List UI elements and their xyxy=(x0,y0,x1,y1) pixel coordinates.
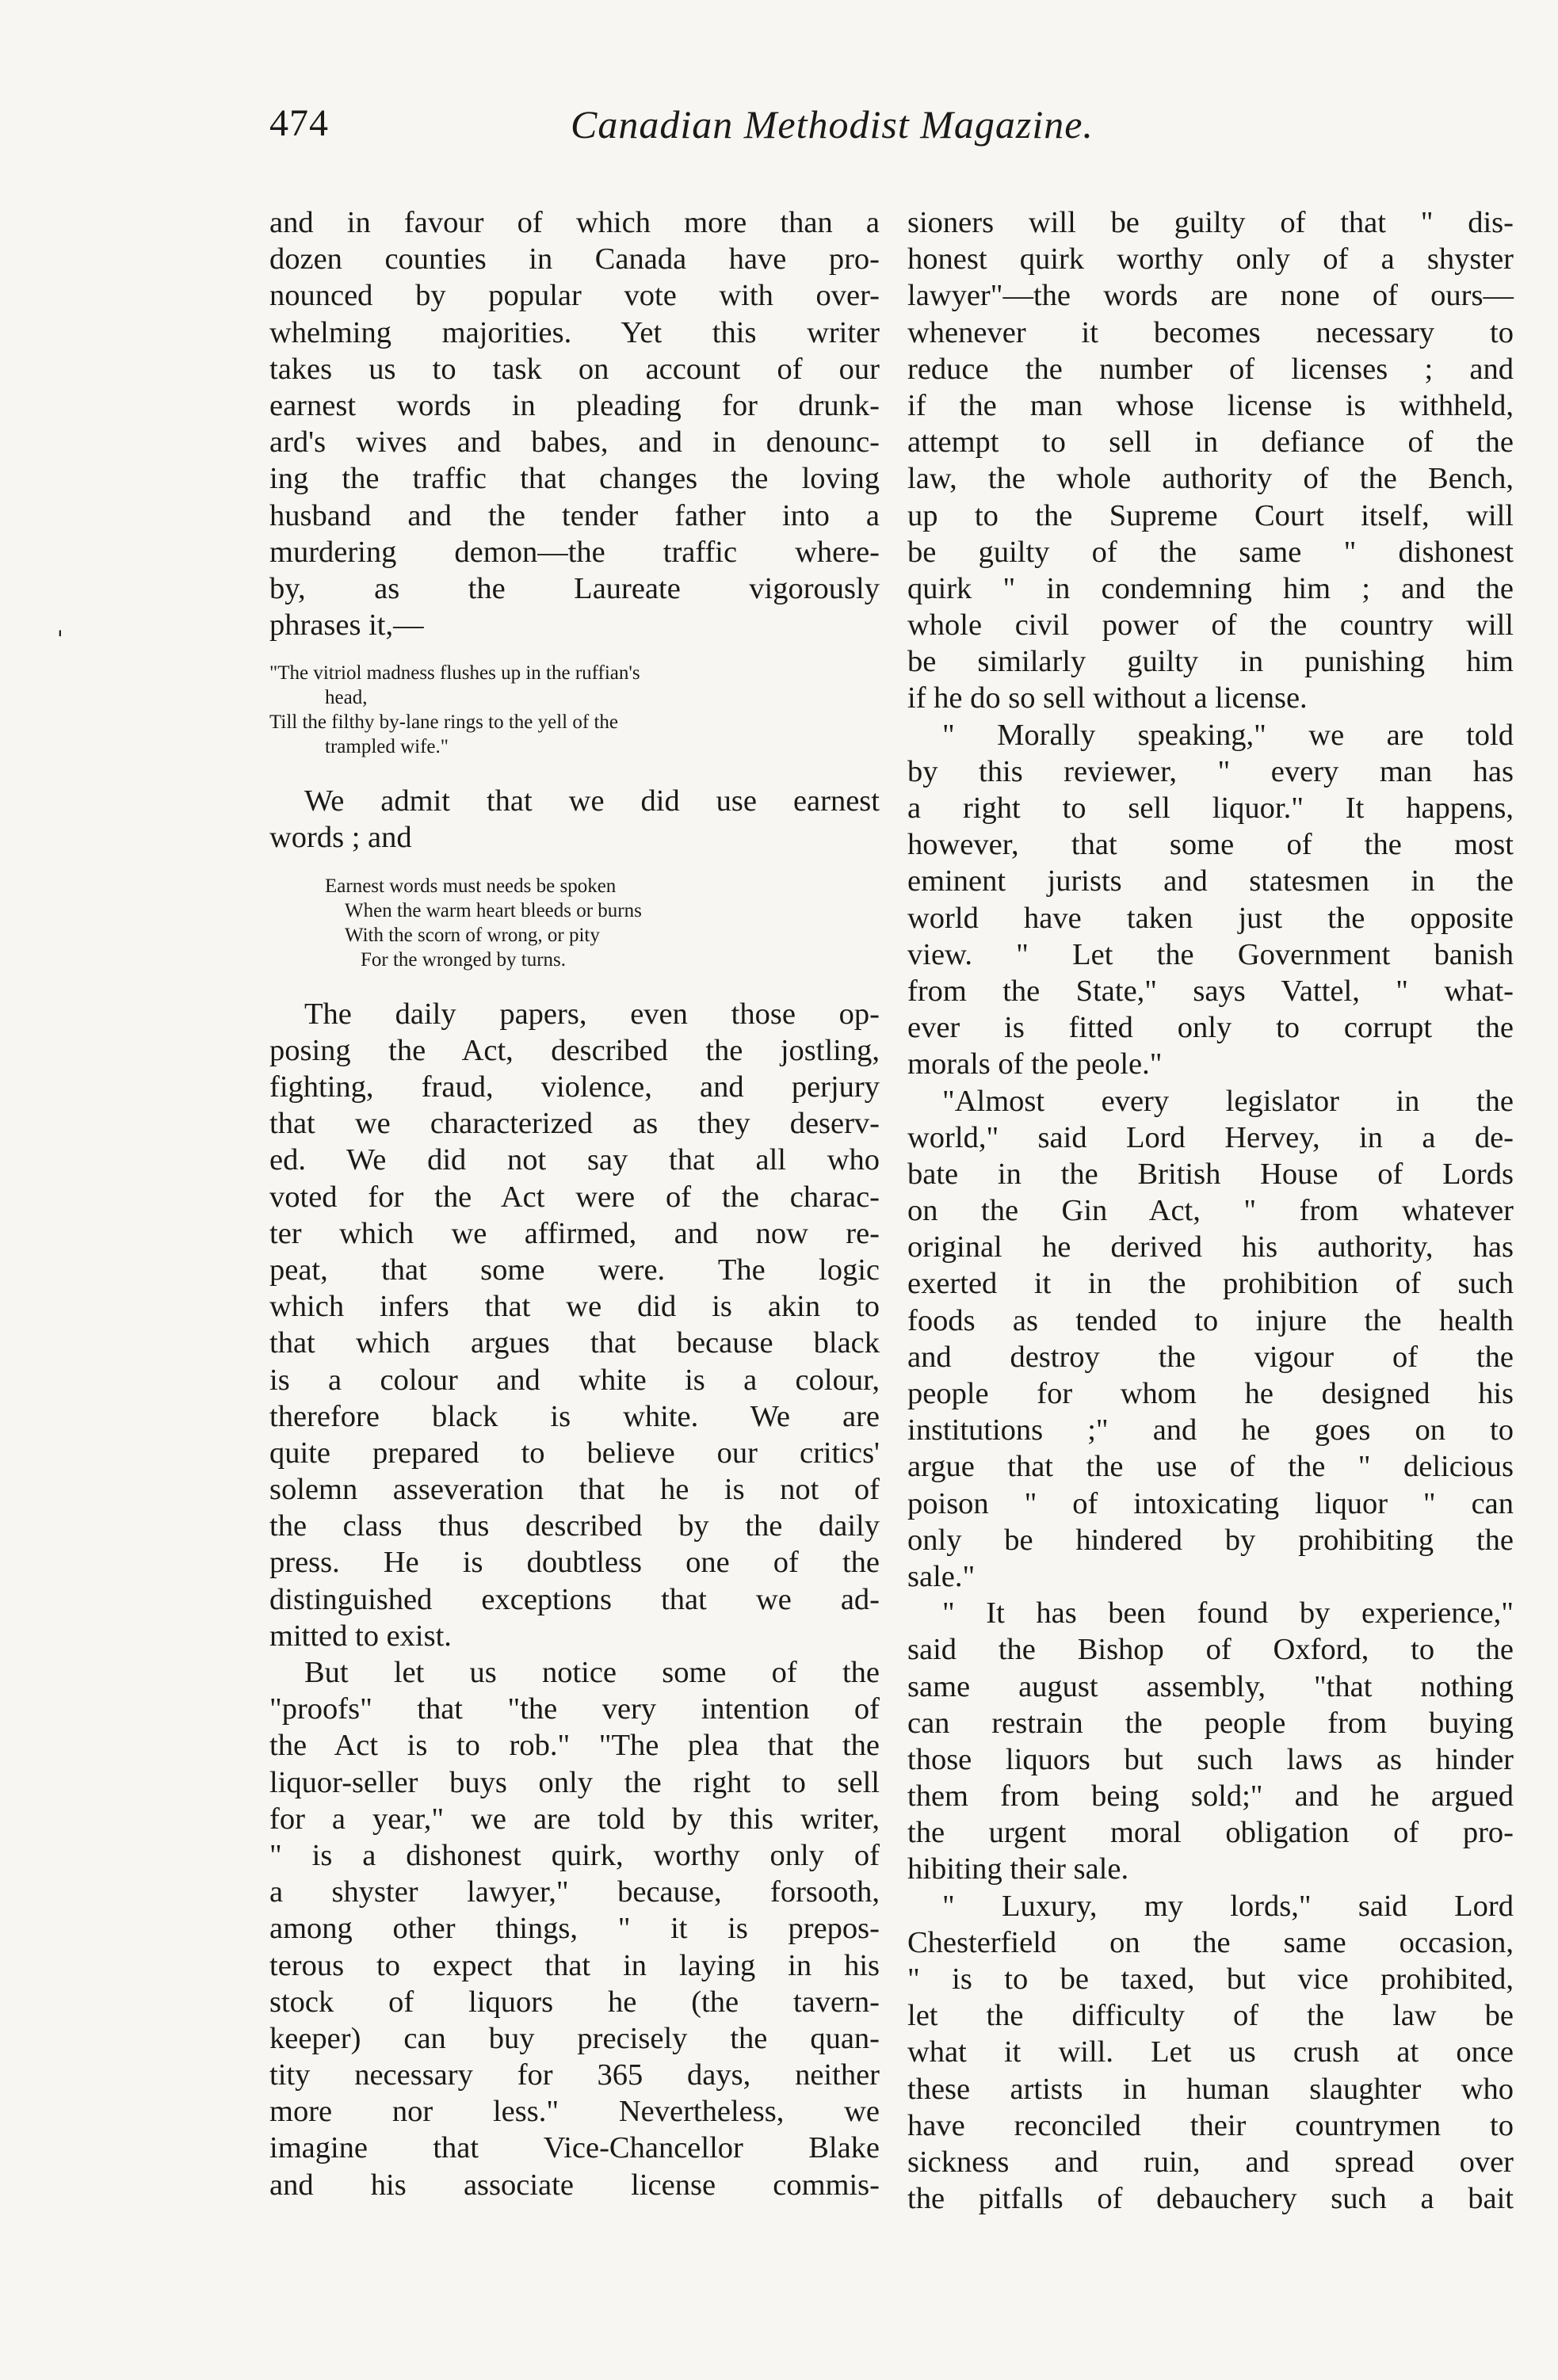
text-line: " is a dishonest quirk, worthy only of xyxy=(269,1838,880,1872)
text-line: what it will. Let us crush at once xyxy=(907,2035,1514,2069)
text-line: " is to be taxed, but vice prohibited, xyxy=(907,1962,1514,1996)
text-line: sickness and ruin, and spread over xyxy=(907,2145,1514,2179)
text-line: whelming majorities. Yet this writer xyxy=(269,315,880,349)
text-line: terous to expect that in laying in his xyxy=(269,1948,880,1982)
text-line: voted for the Act were of the charac- xyxy=(269,1180,880,1214)
text-line: exerted it in the prohibition of such xyxy=(907,1267,1514,1301)
text-line: phrases it,— xyxy=(269,608,424,643)
quote-line: With the scorn of wrong, or pity xyxy=(345,924,600,946)
text-line: view. " Let the Government banish xyxy=(907,937,1514,971)
quote-line: Earnest words must needs be spoken xyxy=(325,875,617,897)
left-column xyxy=(269,204,880,2203)
text-line: " Morally speaking," we are told xyxy=(942,718,1514,752)
text-line: poison " of intoxicating liquor " can xyxy=(907,1486,1514,1520)
text-line: sioners will be guilty of that " dis- xyxy=(907,206,1514,239)
text-line: mitted to exist. xyxy=(269,1619,452,1653)
text-line: have reconciled their countrymen to xyxy=(907,2108,1514,2142)
text-line: law, the whole authority of the Bench, xyxy=(907,462,1514,496)
text-line: "Almost every legislator in the xyxy=(942,1084,1514,1118)
text-line: original he derived his authority, has xyxy=(907,1230,1514,1264)
page-header xyxy=(0,101,1558,157)
text-line: whole civil power of the country will xyxy=(907,608,1514,643)
quote-line: Till the filthy by-lane rings to the yell of the xyxy=(269,711,618,734)
text-line: ard's wives and babes, and in denounc- xyxy=(269,425,880,460)
text-line: The daily papers, even those op- xyxy=(304,997,880,1031)
text-line: whenever it becomes necessary to xyxy=(907,315,1514,349)
quote-line: trampled wife." xyxy=(325,736,449,758)
text-line: liquor-seller buys only the right to sell xyxy=(269,1765,880,1799)
text-line: solemn asseveration that he is not of xyxy=(269,1473,880,1507)
text-line: however, that some of the most xyxy=(907,828,1514,862)
text-line: and his associate license commis- xyxy=(269,2168,880,2202)
text-line: more nor less." Nevertheless, we xyxy=(269,2095,880,2129)
text-line: " Luxury, my lords," said Lord xyxy=(942,1889,1514,1923)
text-line: quite prepared to believe our critics' xyxy=(269,1436,880,1470)
text-line: can restrain the people from buying xyxy=(907,1706,1514,1740)
text-line: nounced by popular vote with over- xyxy=(269,279,880,313)
text-line: is a colour and white is a colour, xyxy=(269,1363,880,1397)
text-line: the pitfalls of debauchery such a bait xyxy=(907,2182,1514,2216)
text-line: ter which we affirmed, and now re- xyxy=(269,1216,880,1250)
text-line: a right to sell liquor." It happens, xyxy=(907,791,1514,825)
text-line: if he do so sell without a license. xyxy=(907,681,1308,715)
text-line: and in favour of which more than a xyxy=(269,206,880,239)
text-line: only be hindered by prohibiting the xyxy=(907,1523,1514,1557)
quote-line: head, xyxy=(325,687,368,709)
text-line: hibiting their sale. xyxy=(907,1852,1129,1886)
text-line: keeper) can buy precisely the quan- xyxy=(269,2021,880,2055)
text-line: said the Bishop of Oxford, to the xyxy=(907,1633,1514,1667)
text-line: tity necessary for 365 days, neither xyxy=(269,2058,880,2092)
text-line: be similarly guilty in punishing him xyxy=(907,645,1514,679)
text-line: honest quirk worthy only of a shyster xyxy=(907,242,1514,277)
text-line: the class thus described by the daily xyxy=(269,1509,880,1543)
text-line: from the State," says Vattel, " what- xyxy=(907,974,1514,1008)
text-line: therefore black is white. We are xyxy=(269,1399,880,1433)
text-line: ing the traffic that changes the loving xyxy=(269,462,880,496)
text-line: world," said Lord Hervey, in a de- xyxy=(907,1120,1514,1154)
text-line: takes us to task on account of our xyxy=(269,352,880,386)
text-line: that which argues that because black xyxy=(269,1326,880,1360)
text-line: that we characterized as they deserv- xyxy=(269,1107,880,1141)
right-column xyxy=(907,204,1514,2217)
text-line: by this reviewer, " every man has xyxy=(907,754,1514,788)
text-line: sale." xyxy=(907,1559,976,1593)
text-line: dozen counties in Canada have pro- xyxy=(269,242,880,277)
text-line: which infers that we did is akin to xyxy=(269,1290,880,1324)
text-line: bate in the British House of Lords xyxy=(907,1157,1514,1191)
text-line: let the difficulty of the law be xyxy=(907,1999,1514,2033)
quote-line: When the warm heart bleeds or burns xyxy=(345,899,642,921)
text-line: argue that the use of the " delicious xyxy=(907,1450,1514,1484)
text-line: Chesterfield on the same occasion, xyxy=(907,1925,1514,1959)
text-line: by, as the Laureate vigorously xyxy=(269,571,880,605)
text-line: same august assembly, "that nothing xyxy=(907,1669,1514,1703)
text-line: ed. We did not say that all who xyxy=(269,1143,880,1177)
paragraph-gap xyxy=(269,856,880,874)
running-title: Canadian Methodist Magazine. xyxy=(571,102,1094,147)
text-line: "proofs" that "the very intention of xyxy=(269,1692,880,1726)
text-line: up to the Supreme Court itself, will xyxy=(907,498,1514,532)
text-line: But let us notice some of the xyxy=(304,1656,880,1689)
text-line: and destroy the vigour of the xyxy=(907,1340,1514,1374)
text-line: earnest words in pleading for drunk- xyxy=(269,388,880,422)
text-line: lawyer"—the words are none of ours— xyxy=(907,279,1514,313)
text-line: peat, that some were. The logic xyxy=(269,1253,880,1287)
text-line: institutions ;" and he goes on to xyxy=(907,1413,1514,1447)
page-number: 474 xyxy=(269,102,329,144)
text-line: be guilty of the same " dishonest xyxy=(907,535,1514,569)
text-line: these artists in human slaughter who xyxy=(907,2072,1514,2106)
text-line: stock of liquors he (the tavern- xyxy=(269,1985,880,2019)
text-line: We admit that we did use earnest xyxy=(304,784,880,818)
text-line: if the man whose license is withheld, xyxy=(907,388,1514,422)
paragraph-gap xyxy=(269,643,880,661)
text-line: a shyster lawyer," because, forsooth, xyxy=(269,1875,880,1909)
text-line: attempt to sell in defiance of the xyxy=(907,425,1514,460)
text-line: words ; and xyxy=(269,821,412,855)
text-line: fighting, fraud, violence, and perjury xyxy=(269,1070,880,1104)
margin-mark: ' xyxy=(57,626,63,652)
text-line: reduce the number of licenses ; and xyxy=(907,352,1514,386)
text-line: husband and the tender father into a xyxy=(269,498,880,532)
text-line: those liquors but such laws as hinder xyxy=(907,1742,1514,1776)
paragraph-gap xyxy=(269,759,880,783)
text-line: world have taken just the opposite xyxy=(907,901,1514,935)
text-line: morals of the peole." xyxy=(907,1047,1163,1081)
text-line: ever is fitted only to corrupt the xyxy=(907,1011,1514,1045)
text-line: people for whom he designed his xyxy=(907,1377,1514,1410)
text-line: among other things, " it is prepos- xyxy=(269,1912,880,1946)
text-line: eminent jurists and statesmen in the xyxy=(907,864,1514,898)
text-line: the urgent moral obligation of pro- xyxy=(907,1816,1514,1850)
text-line: on the Gin Act, " from whatever xyxy=(907,1194,1514,1228)
text-line: press. He is doubtless one of the xyxy=(269,1546,880,1580)
text-line: them from being sold;" and he argued xyxy=(907,1779,1514,1814)
text-line: foods as tended to injure the health xyxy=(907,1303,1514,1337)
text-line: imagine that Vice-Chancellor Blake xyxy=(269,2131,880,2165)
text-line: quirk " in condemning him ; and the xyxy=(907,571,1514,605)
text-line: murdering demon—the traffic where- xyxy=(269,535,880,569)
text-line: " It has been found by experience," xyxy=(942,1596,1514,1631)
quote-line: "The vitriol madness flushes up in the ruffian's xyxy=(269,662,640,685)
quote-line: For the wronged by turns. xyxy=(361,948,566,971)
text-line: posing the Act, described the jostling, xyxy=(269,1033,880,1067)
text-line: the Act is to rob." "The plea that the xyxy=(269,1729,880,1763)
text-line: distinguished exceptions that we ad- xyxy=(269,1582,880,1616)
paragraph-gap xyxy=(269,972,880,996)
text-line: for a year," we are told by this writer, xyxy=(269,1802,880,1836)
